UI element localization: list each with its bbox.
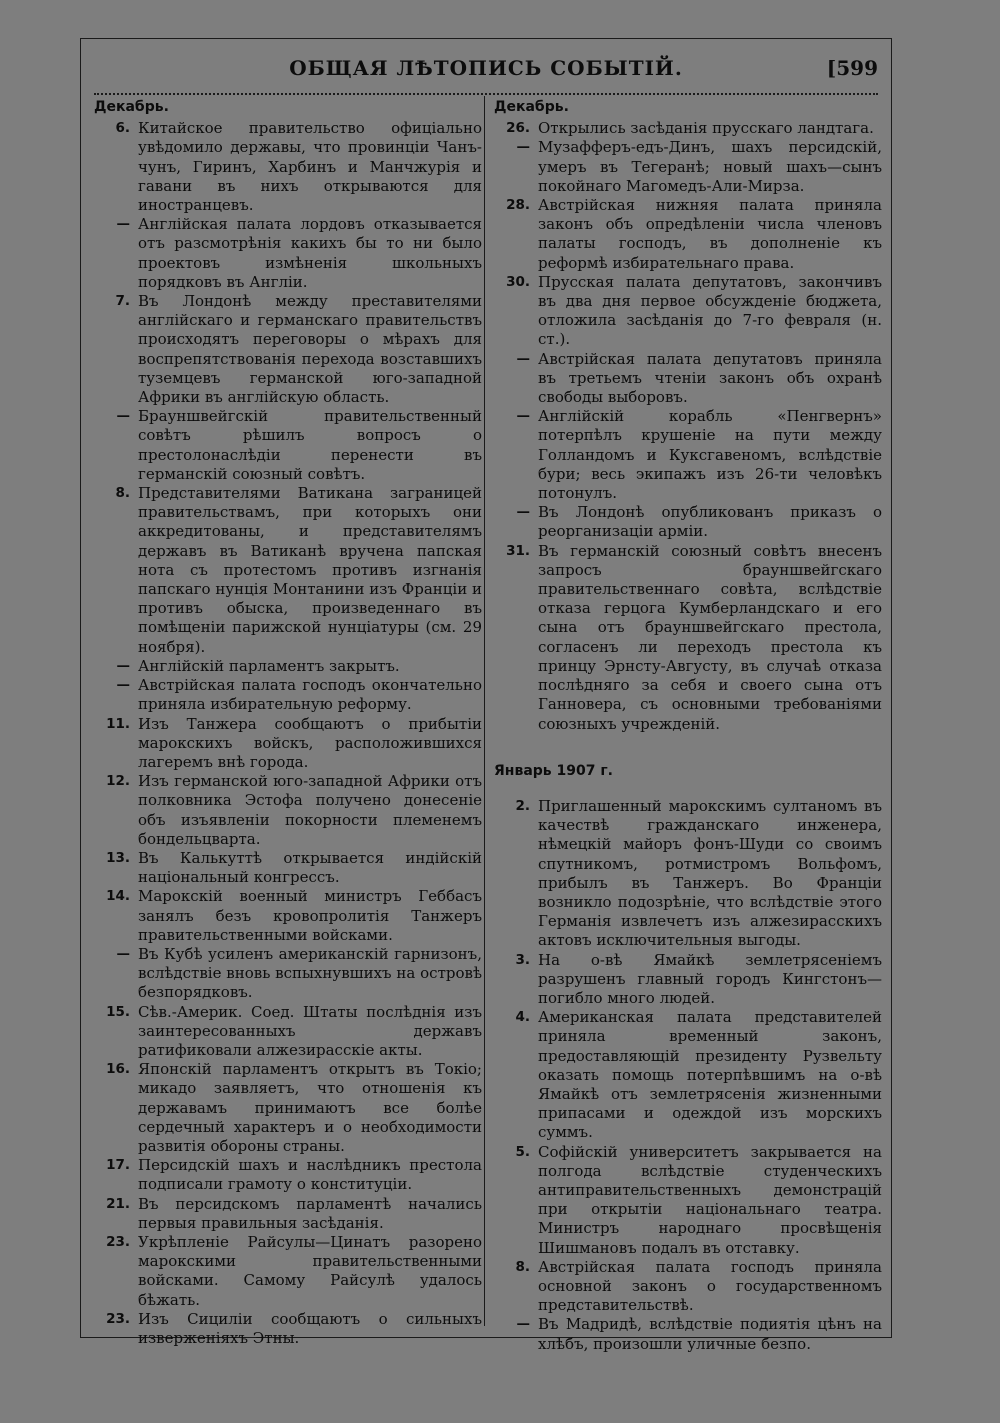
- entry-text: На о-вѣ Ямайкѣ землетрясеніемъ разрушенъ главный городъ Кингстонъ—погибло много людей.: [538, 950, 882, 1007]
- chronicle-entry: [94, 715, 482, 773]
- page-title: ОБЩАЯ ЛѢТОПИСЬ СОБЫТІЙ.: [289, 56, 683, 80]
- right-column: [494, 98, 882, 1354]
- entry-text: Прусская палата депутатовъ, закончивъ въ два дня первое обсужденіе бюджета, отложила засѣданія до 7-го февраля (н. ст.).: [538, 272, 882, 349]
- entry-date: 6.: [115, 120, 130, 137]
- entry-text: Изъ Танжера сообщаютъ о прибытіи марокскихъ войскъ, расположившихся лагеремъ внѣ города.: [138, 714, 482, 771]
- entry-text: Софійскій университетъ закрывается на полгода вслѣдствіе студенческихъ антиправительственныхъ демонстрацій при открытіи національнаго театра. Министръ народнаго просвѣщенія Шишмановъ подалъ въ отставку.: [538, 1142, 882, 1257]
- right-entry-list: [494, 119, 882, 734]
- entry-text: Австрійская палата господъ приняла основной законъ о государственномъ представительствѣ.: [538, 1257, 882, 1315]
- chronicle-entry: [94, 1310, 482, 1348]
- header-rule: [94, 93, 878, 97]
- entry-text: Въ персидскомъ парламентѣ начались первыя правильныя засѣданія.: [138, 1194, 482, 1232]
- entry-date: 2.: [515, 797, 530, 814]
- entry-date: 8.: [515, 1258, 530, 1275]
- entry-date: 8.: [115, 485, 130, 502]
- entry-text: Марокскій военный министръ Геббасъ занялъ безъ кровопролитія Танжеръ правительственными войсками.: [138, 887, 482, 944]
- entry-text: Приглашенный марокскимъ султаномъ въ качествѣ гражданскаго инженера, нѣмецкій майоръ фонъ-Шуди со своимъ спутникомъ, ротмистромъ Вольфомъ, прибылъ въ Танжеръ. Во Франціи возникло подозрѣніе, что вслѣдствіе этого Германія извлечетъ изъ алжезирасскихъ актовъ исключительныя выгоды.: [538, 796, 882, 950]
- chronicle-entry: [94, 119, 482, 215]
- chronicle-entry: [94, 1003, 482, 1061]
- entry-text: Въ Мадридѣ, вслѣдствіе подиятія цѣнъ на хлѣбъ, произошли уличные безпо.: [538, 1315, 882, 1353]
- chronicle-entry: [494, 273, 882, 350]
- chronicle-entry: [494, 407, 882, 503]
- chronicle-entry: [494, 1258, 882, 1316]
- chronicle-entry: [494, 1315, 882, 1353]
- chronicle-entry: [94, 1233, 482, 1310]
- entry-text: Въ германскій союзный совѣтъ внесенъ запросъ брауншвейгскаго правительственнаго совѣта, вслѣдствіе отказа герцога Кумберландскаго и его сына отъ брауншвейгскаго престола, согласенъ ли переходъ престола къ принцу Эрнсту-Августу, въ случаѣ отказа послѣдняго за себя и своего сына отъ Ганновера, съ основными требованіями союзныхъ учрежденій.: [538, 541, 882, 733]
- entry-date: 16.: [106, 1061, 130, 1078]
- chronicle-entry: [94, 1156, 482, 1194]
- entry-date: —: [516, 408, 530, 425]
- entry-date: 31.: [506, 542, 530, 559]
- entry-text: Китайское правительство офиціально увѣдомило державы, что провинціи Чанъ-чунъ, Гиринъ, Харбинъ и Манчжурія и гавани въ нихъ открываются для иностранцевъ.: [138, 119, 482, 215]
- chronicle-entry: [494, 951, 882, 1009]
- chronicle-entry: [494, 1008, 882, 1142]
- entry-text: Открылись засѣданія прусскаго ландтага.: [538, 119, 874, 138]
- entry-date: 11.: [106, 715, 130, 732]
- right-entry-list-january: [494, 797, 882, 1354]
- entry-text: Сѣв.-Америк. Соед. Штаты послѣднія изъ заинтересованныхъ державъ ратификовали алжезирасскіе акты.: [138, 1002, 482, 1059]
- entry-text: Персидскій шахъ и наслѣдникъ престола подписали грамоту о конституціи.: [138, 1156, 482, 1194]
- entry-text: Англійская палата лордовъ отказывается отъ разсмотрѣнія какихъ бы то ни было проектовъ измѣненія школьныхъ порядковъ въ Англіи.: [138, 215, 482, 291]
- entry-text: Англійскій парламентъ закрытъ.: [138, 656, 400, 675]
- frame-right-rule: [891, 38, 892, 1338]
- entry-date: —: [516, 139, 530, 156]
- entry-date: 23.: [106, 1310, 130, 1327]
- entry-date: 23.: [106, 1233, 130, 1250]
- chronicle-entry: [94, 484, 482, 657]
- chronicle-entry: [494, 797, 882, 951]
- entry-text: Въ Лондонѣ опубликованъ приказъ о реорганизаціи арміи.: [538, 503, 882, 541]
- entry-date: —: [116, 945, 130, 962]
- entry-date: 21.: [106, 1195, 130, 1212]
- frame-left-rule: [80, 38, 81, 1338]
- chronicle-entry: [94, 1195, 482, 1233]
- entry-date: —: [116, 408, 130, 425]
- chronicle-entry: [94, 407, 482, 484]
- entry-text: Изъ Сициліи сообщаютъ о сильныхъ изверженіяхъ Этны.: [138, 1309, 482, 1347]
- chronicle-entry: [494, 119, 882, 138]
- entry-text: Въ Лондонѣ между преставителями англійскаго и германскаго правительствъ происходятъ переговоры о мѣрахъ для воспрепятствованія перехода возставшихъ туземцевъ германской юго-западной Африки въ англійскую область.: [138, 292, 482, 407]
- month-heading: Декабрь.: [494, 99, 569, 115]
- entry-date: 26.: [506, 120, 530, 137]
- chronicle-entry: [94, 849, 482, 887]
- chronicle-entry: [94, 1060, 482, 1156]
- column-divider: [484, 96, 485, 1326]
- month-heading: Декабрь.: [94, 99, 169, 115]
- page-number: [599: [826, 56, 878, 80]
- entry-date: —: [116, 216, 130, 233]
- entry-date: 14.: [106, 888, 130, 905]
- chronicle-entry: [94, 657, 482, 676]
- chronicle-entry: [494, 1143, 882, 1258]
- entry-text: Японскій парламентъ открытъ въ Токіо; микадо заявляетъ, что отношенія къ державамъ принимаютъ все болѣе сердечный характеръ и о необходимости развитія обороны страны.: [138, 1060, 482, 1155]
- chronicle-entry: [494, 503, 882, 541]
- left-column: [94, 98, 482, 1348]
- entry-date: —: [116, 657, 130, 674]
- entry-date: 5.: [515, 1143, 530, 1160]
- entry-text: Австрійская палата депутатовъ приняла въ третьемъ чтеніи законъ объ охранѣ свободы выборовъ.: [538, 349, 882, 407]
- chronicle-entry: [94, 676, 482, 714]
- entry-text: Изъ германской юго-западной Африки отъ полковника Эстофа получено донесеніе объ изъявленіи покорности племенемъ бондельцварта.: [138, 772, 482, 848]
- entry-date: 7.: [115, 293, 130, 310]
- entry-date: —: [116, 677, 130, 694]
- entry-text: Укрѣпленіе Райсулы—Цинатъ разорено марокскими правительственными войсками. Самому Райсулѣ удалось бѣжать.: [138, 1232, 482, 1309]
- entry-date: 17.: [106, 1157, 130, 1174]
- entry-date: 12.: [106, 773, 130, 790]
- entry-date: 15.: [106, 1003, 130, 1020]
- entry-date: —: [516, 1316, 530, 1333]
- entry-date: 30.: [506, 273, 530, 290]
- month-heading-january: Январь 1907 г.: [494, 762, 613, 779]
- chronicle-entry: [494, 138, 882, 196]
- section-spacer: [494, 734, 882, 762]
- entry-date: —: [516, 350, 530, 367]
- entry-text: Австрійская нижняя палата приняла законъ объ опредѣленіи числа членовъ палаты господъ, въ дополненіе къ реформѣ избирательнаго права.: [538, 196, 882, 272]
- entry-text: Брауншвейгскій правительственный совѣтъ рѣшилъ вопросъ о престолонаслѣдіи перенести въ германскій союзный совѣтъ.: [138, 407, 482, 483]
- entry-date: —: [516, 504, 530, 521]
- chronicle-entry: [94, 292, 482, 407]
- chronicle-entry: [494, 196, 882, 273]
- entry-text: Австрійская палата господъ окончательно приняла избирательную реформу.: [138, 676, 482, 714]
- chronicle-entry: [494, 542, 882, 734]
- chronicle-entry: [94, 215, 482, 292]
- entry-text: Музафферъ-едъ-Динъ, шахъ персидскій, умеръ въ Тегеранѣ; новый шахъ—сынъ покойнаго Магомедъ-Али-Мирза.: [538, 138, 882, 195]
- chronicle-entry: [94, 887, 482, 945]
- frame-top-rule: [80, 38, 892, 39]
- left-entry-list: [94, 119, 482, 1348]
- page-header: [80, 46, 892, 88]
- page: [80, 38, 892, 1353]
- entry-date: 4.: [515, 1009, 530, 1026]
- chronicle-entry: [494, 350, 882, 408]
- section-spacer: [494, 783, 882, 797]
- entry-date: 3.: [515, 951, 530, 968]
- entry-text: Въ Калькуттѣ открывается индійскій національный конгрессъ.: [138, 848, 482, 887]
- chronicle-entry: [94, 945, 482, 1003]
- entry-text: Въ Кубѣ усиленъ американскій гарнизонъ, вслѣдствіе вновь вспыхнувшихъ на островѣ безпорядковъ.: [138, 944, 482, 1002]
- entry-text: Англійскій корабль «Пенгвернъ» потерпѣлъ крушеніе на пути между Голландомъ и Куксгавеномъ, вслѣдствіе бури; весь экипажъ изъ 26-ти человѣкъ потонулъ.: [538, 407, 882, 503]
- chronicle-entry: [94, 772, 482, 849]
- entry-text: Представителями Ватикана заграницей правительствамъ, при которыхъ они аккредитованы, и представителямъ державъ въ Ватиканѣ вручена папская нота съ протестомъ противъ изгнанія папскаго нунція Монтанини изъ Франціи и противъ обыска, произведеннаго въ помѣщеніи парижской нунціатуры (см. 29 ноября).: [138, 484, 482, 656]
- entry-date: 13.: [106, 849, 130, 866]
- entry-text: Американская палата представителей приняла временный законъ, предоставляющій президенту Рузвельту оказать помощь потерпѣвшимъ на о-вѣ Ямайкѣ отъ землетрясенія жизненными припасами и одеждой изъ морскихъ суммъ.: [538, 1008, 882, 1142]
- entry-date: 28.: [506, 197, 530, 214]
